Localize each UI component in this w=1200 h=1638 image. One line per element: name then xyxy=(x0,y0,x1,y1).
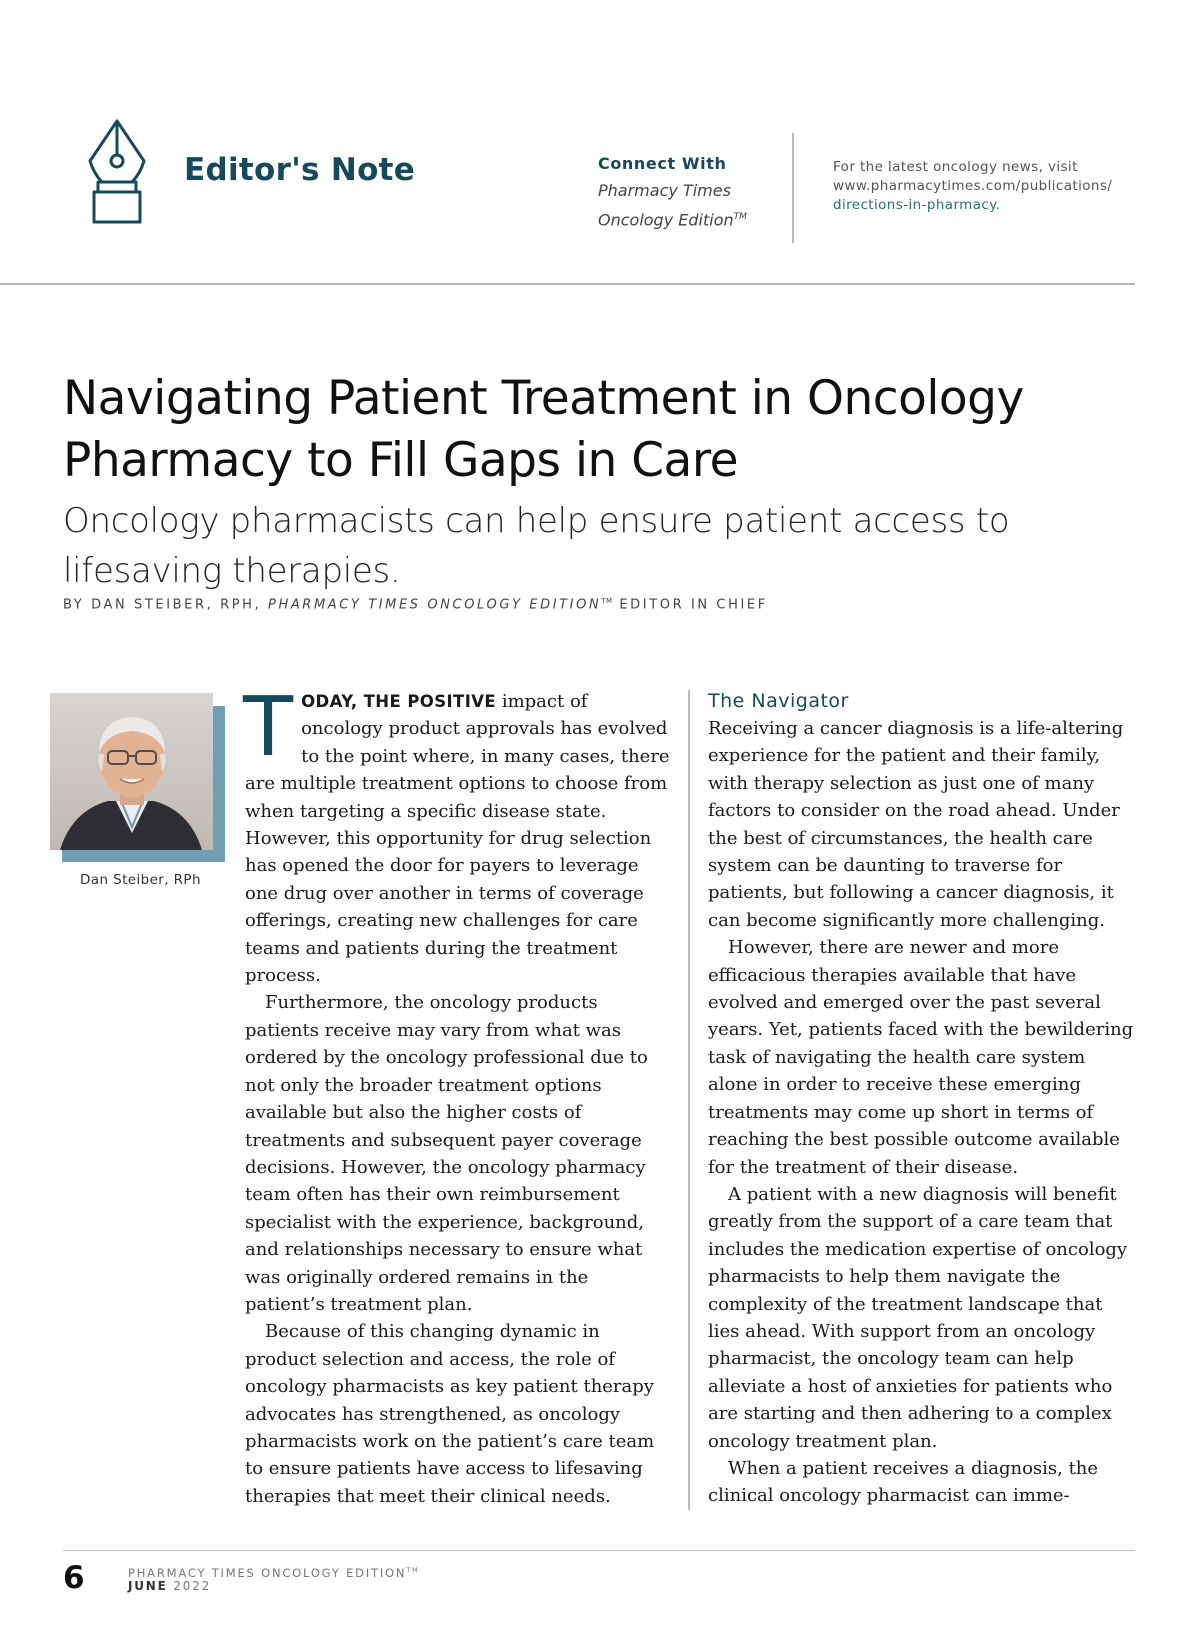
connect-publication-edition xyxy=(598,204,747,233)
footer-issue-month: JUNE xyxy=(128,1579,168,1593)
article-title: Navigating Patient Treatment in Oncology Pharmacy to Fill Gaps in Care xyxy=(63,371,1024,488)
connect-title: Connect With xyxy=(598,154,727,173)
page-number: 6 xyxy=(63,1560,85,1596)
article-body-right-column xyxy=(708,688,1138,1510)
footer-trademark: TM xyxy=(406,1566,420,1574)
byline-publication: PHARMACY TIMES ONCOLOGY EDITION xyxy=(268,597,602,613)
news-url-line-2[interactable]: directions-in-pharmacy. xyxy=(833,197,1001,213)
body-paragraph: Furthermore, the oncology products patients receive may vary from what was ordered by the oncology professional due to not only the broader treatment options available but also the higher costs of treatments and subsequent payer coverage decisions. However, the oncology pharmacy team often has their own reimbursement specialist with the experience, background, and relationships necessary to ensure what was originally ordered remains in the patient’s treatment plan. xyxy=(245,992,648,1315)
body-paragraph: A patient with a new diagnosis will benefit greatly from the support of a care team that includes the medication expertise of oncology pharmacists to help them navigate the complexity of the treatment landscape that lies ahead. With support from an oncology pharmacist, the oncology team can help alleviate a host of anxieties for patients who are starting and then adhering to a complex oncology treatment plan. xyxy=(708,1183,1128,1452)
drop-cap: T xyxy=(243,680,294,775)
header-vertical-divider xyxy=(792,133,794,243)
subsection-heading: The Navigator xyxy=(708,690,849,712)
news-url-line-1[interactable]: www.pharmacytimes.com/publications/ xyxy=(833,178,1113,194)
photo-caption: Dan Steiber, RPh xyxy=(80,872,201,888)
news-notice xyxy=(833,158,1112,215)
footer-issue-date xyxy=(128,1579,211,1594)
body-paragraph: When a patient receives a diagnosis, the clinical oncology pharmacist can imme- xyxy=(708,1457,1099,1507)
opening-paragraph xyxy=(243,680,670,989)
news-text: For the latest oncology news, visit xyxy=(833,159,1078,175)
body-paragraph: Because of this changing dynamic in product selection and access, the role of oncology pharmacists as key patient therapy advocates has strengthened, as oncology pharmacists work on the patient’s care team to ensure patients have access to lifesaving therapies that meet their clinical needs. xyxy=(245,1321,655,1507)
trademark-mark: TM xyxy=(733,212,747,222)
connect-edition-text: Oncology Edition xyxy=(598,210,734,230)
article-subtitle: Oncology pharmacists can help ensure patient access to lifesaving therapies. xyxy=(63,501,1010,591)
author-photo xyxy=(50,693,213,850)
opening-paragraph-text: impact of oncology product approvals has evolved to the point where, in many cases, there are multiple treatment options to choose from when targeting a specific disease state. However, this opportunity for drug selection has opened the door for payers to leverage one drug over another in terms of coverage offerings, creating new challenges for care teams and patients during the treatment process. xyxy=(245,691,670,987)
footer-publication-name: PHARMACY TIMES ONCOLOGY EDITION xyxy=(128,1565,407,1580)
column-divider xyxy=(688,690,690,1510)
body-paragraph: Receiving a cancer diagnosis is a life-altering experience for the patient and their family, with therapy selection as just one of many factors to consider on the road ahead. Under the best of circumstances, the health care system can be daunting to traverse for patients, but following a cancer diagnosis, it can become significantly more challenging. xyxy=(708,718,1124,931)
body-paragraph: However, there are newer and more efficacious therapies available that have evolved and emerged over the past several years. Yet, patients faced with the bewildering task of navigating the health care system alone in order to receive these emerging treatments may come up short in terms of reaching the best possible outcome available for the treatment of their disease. xyxy=(708,937,1134,1178)
byline xyxy=(63,597,768,612)
section-title: Editor's Note xyxy=(184,152,416,188)
article-body-left-column xyxy=(243,680,670,1510)
byline-role: EDITOR IN CHIEF xyxy=(612,597,768,613)
author-portrait-illustration xyxy=(50,693,213,850)
footer-divider xyxy=(63,1550,1135,1551)
fountain-pen-nib-icon xyxy=(82,118,152,228)
connect-publication-name: Pharmacy Times xyxy=(598,181,731,200)
lead-in: ODAY, THE POSITIVE xyxy=(301,692,497,711)
footer-issue-year: 2022 xyxy=(173,1579,212,1593)
header-divider xyxy=(0,283,1135,285)
byline-author: BY DAN STEIBER, RPH, xyxy=(63,597,268,613)
byline-trademark: TM xyxy=(601,597,613,605)
connect-block xyxy=(598,150,747,233)
